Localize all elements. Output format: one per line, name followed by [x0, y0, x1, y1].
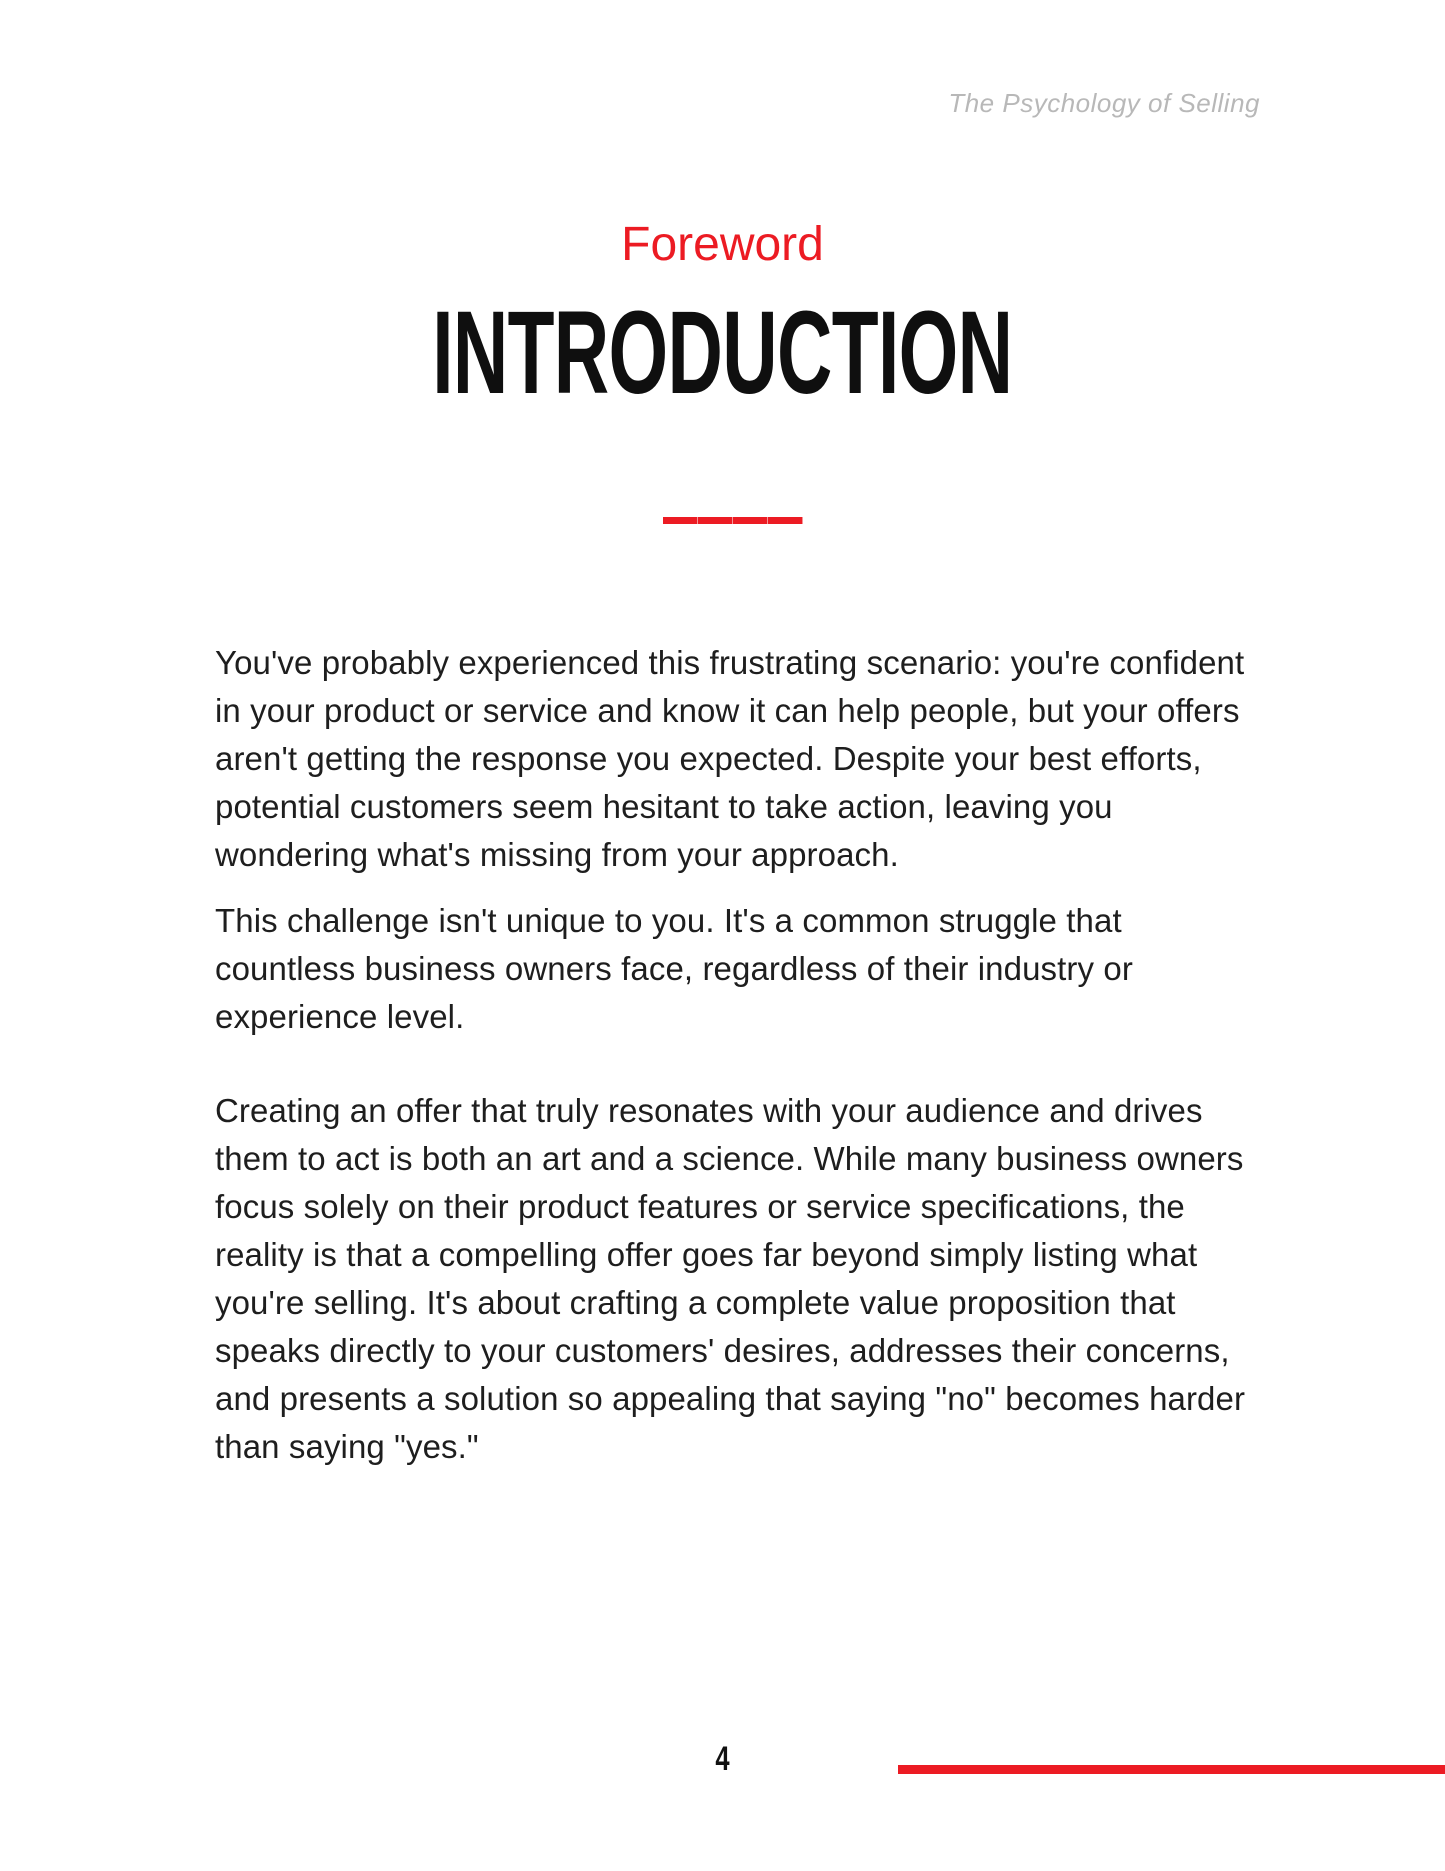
running-header-book-title: The Psychology of Selling: [948, 88, 1260, 118]
section-kicker-foreword: Foreword: [621, 218, 824, 271]
paragraph: You've probably experienced this frustrating scenario: you're confident in your product or service and know it can help people, but your offers aren't getting the response you expected. Despite your best efforts, potential customers seem hesitant to take action, leaving you wondering what's missing from your approach.: [215, 644, 1245, 873]
body-copy: [215, 639, 1263, 1471]
page-title: [0, 287, 1445, 419]
footer-accent-bar: [898, 1765, 1445, 1774]
red-divider-dashes: [663, 517, 803, 524]
page-number-text: 4: [715, 1740, 730, 1778]
paragraph: Creating an offer that truly resonates with your audience and drives them to act is both an art and a science. While many business owners focus solely on their product features or service specifications, the reality is that a compelling offer goes far beyond simply listing what you're selling. It's about crafting a complete value proposition that speaks directly to your customers' desires, addresses their concerns, and presents a solution so appealing that saying "no" becomes harder than saying "yes.": [215, 1092, 1246, 1465]
paragraph: This challenge isn't unique to you. It's a common struggle that countless business owners face, regardless of their industry or experience level.: [215, 902, 1133, 1035]
page-title-text: INTRODUCTION: [432, 287, 1013, 419]
